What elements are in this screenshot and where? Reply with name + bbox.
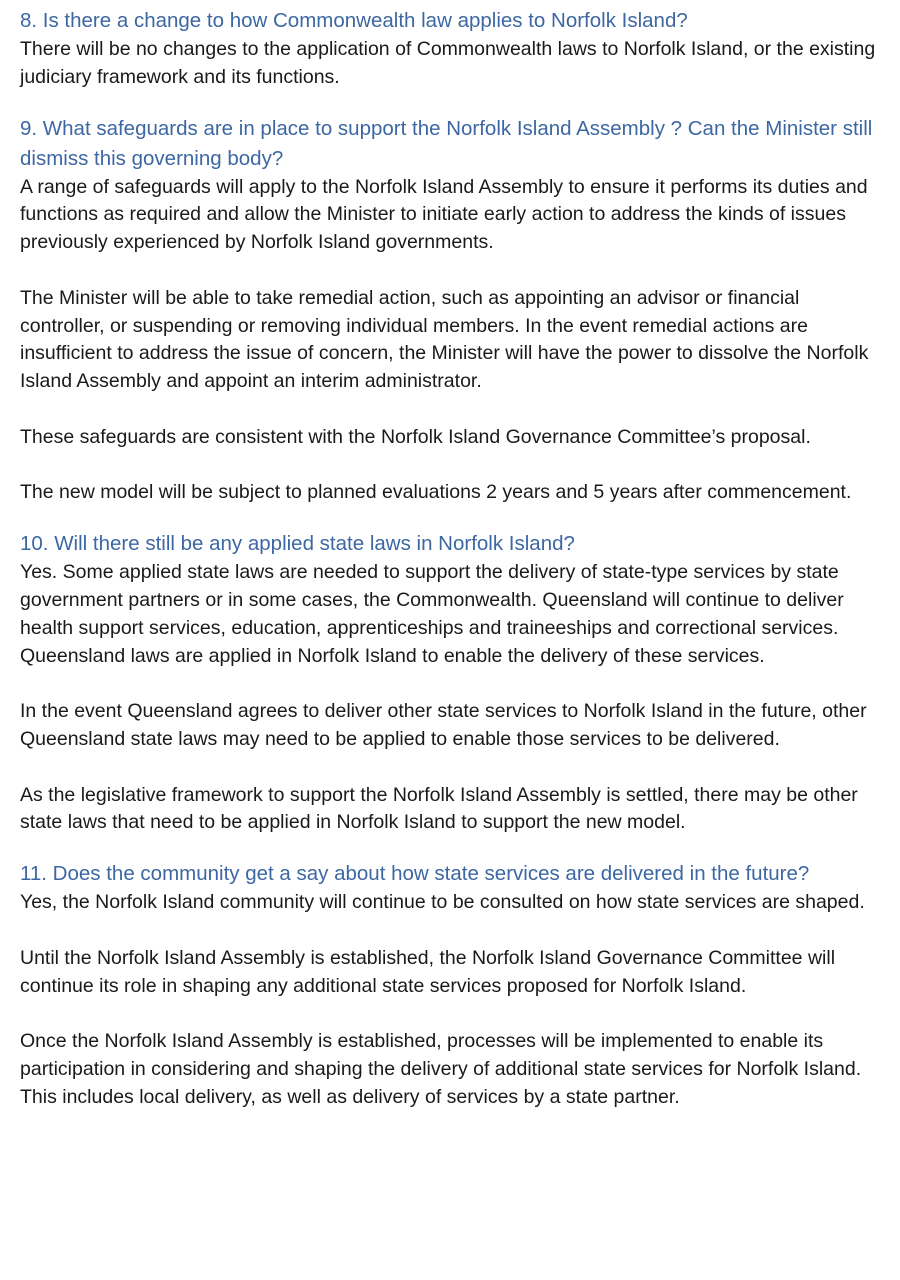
faq-section-9 [20, 114, 880, 508]
faq-answer-paragraph: The Minister will be able to take remedial action, such as appointing an advisor or financial controller, or suspending or removing individual members. In the event remedial actions are insufficient to address the issue of concern, the Minister will have the power to dissolve the Norfolk Island Assembly and appoint an interim administrator. [20, 286, 869, 393]
faq-answer-paragraph: The new model will be subject to planned evaluations 2 years and 5 years after commencement. [20, 481, 852, 504]
faq-question: 8. Is there a change to how Commonwealth law applies to Norfolk Island? [20, 9, 688, 32]
faq-answer-paragraph: Yes. Some applied state laws are needed to support the delivery of state-type services by state government partners or in some cases, the Commonwealth. Queensland will continue to deliver health support services, education, apprenticeships and traineeships and correctional services. Queensland laws are applied in Norfolk Island to enable the delivery of these services. [20, 561, 844, 667]
faq-answer-paragraph: Yes, the Norfolk Island community will continue to be consulted on how state services are shaped. [20, 891, 865, 914]
faq-answer-paragraph: Once the Norfolk Island Assembly is established, processes will be implemented to enable its participation in considering and shaping the delivery of additional state services for Norfolk Island. This includes local delivery, as well as delivery of services by a state partner. [20, 1030, 862, 1108]
faq-answer-paragraph: These safeguards are consistent with the Norfolk Island Governance Committee’s proposal. [20, 425, 811, 448]
faq-answer-paragraph: Until the Norfolk Island Assembly is established, the Norfolk Island Governance Committee will continue its role in shaping any additional state services proposed for Norfolk Island. [20, 946, 836, 997]
document-page [20, 6, 880, 1112]
faq-answer-paragraph: A range of safeguards will apply to the Norfolk Island Assembly to ensure it performs its duties and functions as required and allow the Minister to initiate early action to address the kinds of issues previously experienced by Norfolk Island governments. [20, 175, 868, 254]
faq-answer-paragraph: As the legislative framework to support the Norfolk Island Assembly is settled, there may be other state laws that need to be applied in Norfolk Island to support the new model. [20, 783, 858, 834]
faq-question: 9. What safeguards are in place to support the Norfolk Island Assembly ? Can the Minister still dismiss this governing body? [20, 116, 873, 170]
faq-question: 11. Does the community get a say about how state services are delivered in the future? [20, 862, 810, 886]
faq-answer-paragraph: In the event Queensland agrees to deliver other state services to Norfolk Island in the future, other Queensland state laws may need to be applied to enable those services to be delivered. [20, 700, 867, 750]
faq-section-10 [20, 529, 880, 837]
faq-section-11 [20, 859, 880, 1111]
faq-section-8 [20, 6, 880, 92]
faq-answer-paragraph: There will be no changes to the application of Commonwealth laws to Norfolk Island, or the existing judiciary framework and its functions. [20, 38, 876, 88]
faq-question: 10. Will there still be any applied state laws in Norfolk Island? [20, 532, 575, 556]
